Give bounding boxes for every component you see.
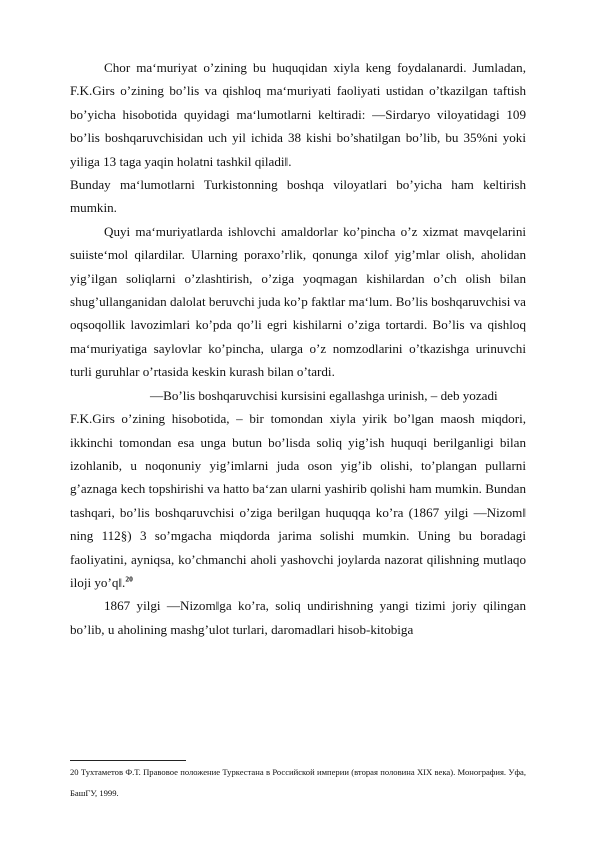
footnote-reference: 20 [125, 574, 133, 584]
paragraph-girs-report: Chor ma‘muriyat o’zining bu huquqidan xiyla keng foydalanardi. Jumladan, F.K.Girs o’zining bo’lis va qishloq ma‘muriyati faoliyati ustidan o’tkazilgan taftish bo’yicha hisobotida quyidagi ma‘lumotlarni keltiradi: ―Sirdaryo viloyatidagi 109 bo’lis boshqaruvchisidan uch yil ichida 38 kishi bo’shatilgan bo’lib, bu 35%ni yoki yiliga 13 taga yaqin holatni tashkil qiladi‖. [70, 60, 526, 169]
paragraph-tax-system: 1867 yilgi ―Nizom‖ga ko’ra, soliq undirishning yangi tizimi joriy qilingan bo’lib, u aholining mashg’ulot turlari, daromadlari hisob-kitobiga [70, 598, 526, 637]
paragraph-abuse-of-office: Quyi ma‘muriyatlarda ishlovchi amaldorlar ko’pincha o’z xizmat mavqelarini suiiste‘mol qilardilar. Ularning poraxo’rlik, qonunga xilof yig’mlar olish, aholidan yig’ilgan soliqlarni o’zlashtirish, o’ziga yoqmagan kishilardan o’ch olish bilan shug’ullanganidan dalolat beruvchi juda ko’p faktlar ma‘lum. Bo’lis boshqaruvchisi va oqsoqollik lavozimlari ko’pda qo’li egri kishilarni o’ziga tortardi. Bo’lis va qishloq ma‘muriyatiga saylovlar ko’pincha, ularga o’z nomzodlarini o’tkazishga urinuvchi turli guruhlar o’rtasida keskin kurash bilan o’tardi. [70, 223, 526, 380]
footnote-text: 20 Тухтаметов Ф.Т. Правовое положение Туркестана в Российской империи (вторая половина XIX века). Монография. Уфа, БашГУ, 1999. [70, 767, 526, 798]
quote-body-text: F.K.Girs o’zining hisobotida, – bir tomondan xiyla yirik bo’lgan maosh miqdori, ikkinchi tomondan esa unga butun bo’lisda soliq yig’ish huquqi berilganligi bilan izohlanib, u noqonuniy yig’imlarni juda oson yig’ib olishi, to’plangan pullarni g’aznaga kech topshirishi va hatto ba‘zan ularni yashirib qolishi ham mumkin. Bundan tashqari, bo’lis boshqaruvchisi o’ziga berilgan huquqqa ko’ra (1867 yilgi ―Nizom‖ ning 112§) 3 so’mgacha miqdorda jarima solishi mumkin. Uning bu boradagi faoliyatini, ayniqsa, ko’chmanchi aholi yashovchi joylarda nazorat qilishning mutlaqo iloji yo’q‖. [70, 411, 526, 590]
paragraph-quote-body [70, 407, 526, 594]
paragraph-other-regions: Bunday ma‘lumotlarni Turkistonning boshqa viloyatlari bo’yicha ham keltirish mumkin. [70, 177, 526, 216]
paragraph-quote-intro: ―Bo’lis boshqaruvchisi kursisini egallashga urinish, – deb yozadi [150, 387, 498, 403]
document-body [70, 56, 526, 641]
footnote-separator [70, 760, 186, 761]
